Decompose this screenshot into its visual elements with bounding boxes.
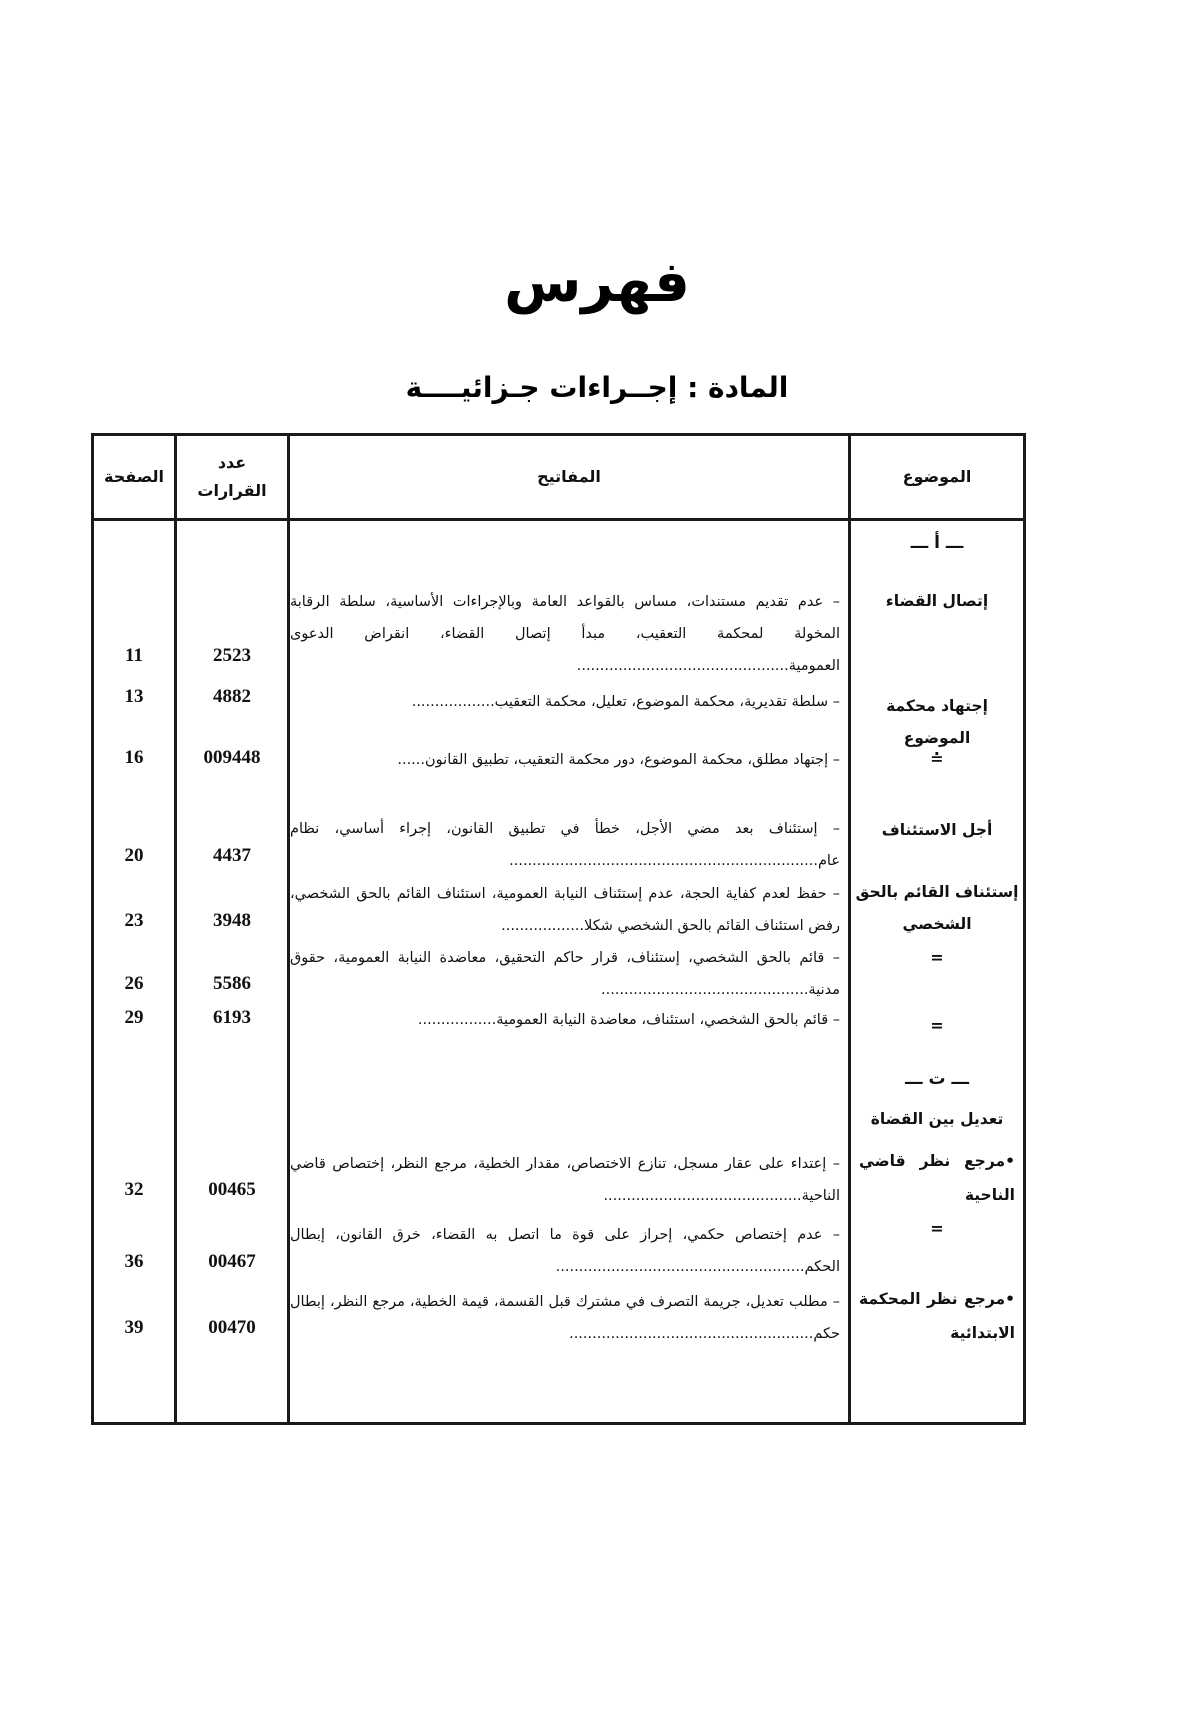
header-decisions-count — [177, 436, 287, 518]
row-decision-number: 00467 — [208, 1251, 256, 1272]
row-keys: – قائم بالحق الشخصي، إستئناف، قرار حاكم التحقيق، معاضدة النيابة العمومية، حقوق مدنية............................................. — [290, 950, 840, 998]
section-letter-ta: ـــ ت ـــ — [905, 1069, 969, 1089]
row-page-number: 20 — [124, 845, 144, 866]
row-decision-number: 4882 — [213, 686, 251, 707]
row-decision-number: 3948 — [213, 910, 251, 931]
row-decision-number: 00465 — [208, 1179, 256, 1200]
row-keys: – إعتداء على عقار مسجل، تنازع الاختصاص، مقدار الخطية، مرجع النظر، إختصاص قاضي الناحية........................................... — [290, 1156, 840, 1204]
header-decisions-count-line2: القرارات — [197, 481, 267, 500]
header-decisions-count-line1: عدد — [217, 453, 247, 472]
header-subject: الموضوع — [902, 467, 972, 486]
row-decision-number: 6193 — [213, 1007, 251, 1028]
row-subject-heading: تعديل بين القضاة — [870, 1110, 1004, 1128]
row-subject: إتصال القضاء — [885, 592, 989, 610]
row-page-number: 36 — [124, 1251, 144, 1272]
row-page-number: 39 — [124, 1317, 144, 1338]
row-keys: – سلطة تقديرية، محكمة الموضوع، تعليل، محكمة التعقيب.................. — [411, 694, 840, 710]
header-divider — [94, 518, 1023, 521]
row-decision-number: 00470 — [208, 1317, 256, 1338]
row-keys: – حفظ لعدم كفاية الحجة، عدم إستئناف النيابة العمومية، استئناف القائم بالحق الشخصي، رفض استئناف القائم بالحق الشخصي شكلا.................. — [290, 886, 840, 934]
row-decision-number: 5586 — [213, 973, 251, 994]
row-keys: – عدم إختصاص حكمي، إحراز على قوة ما اتصل به القضاء، خرق القانون، إبطال الحكم...................................................... — [290, 1227, 840, 1275]
row-subject-ditto: = — [930, 1219, 944, 1238]
row-subject-ditto: = — [930, 1016, 944, 1035]
subject-subtitle: المادة : إجــراءات جـزائيــــة — [405, 371, 789, 404]
row-keys: – إستئناف بعد مضي الأجل، خطأ في تطبيق القانون، إجراء أساسي، نظام عام................................................................... — [290, 821, 840, 869]
row-decision-number: 009448 — [203, 747, 261, 768]
row-subject: •مرجع نظر قاضي الناحية — [859, 1152, 1015, 1204]
row-subject: إجتهاد محكمة الموضوع — [886, 697, 988, 747]
row-subject: أجل الاستئناف — [881, 821, 993, 839]
row-page-number: 26 — [124, 973, 144, 994]
row-keys: – إجتهاد مطلق، محكمة الموضوع، دور محكمة التعقيب، تطبيق القانون...... — [397, 752, 840, 768]
row-subject-ditto: = — [930, 948, 944, 967]
row-subject: إستئناف القائم بالحق الشخصي — [855, 883, 1019, 933]
row-page-number: 32 — [124, 1179, 144, 1200]
page-title: فهرس — [504, 250, 690, 315]
index-table — [91, 433, 1026, 1425]
row-keys: – مطلب تعديل، جريمة التصرف في مشترك قبل القسمة، قيمة الخطية، مرجع النظر، إبطال حكم..................................................... — [290, 1294, 840, 1342]
row-page-number: 23 — [124, 910, 144, 931]
row-keys: – قائم بالحق الشخصي، استئناف، معاضدة النيابة العمومية................. — [417, 1012, 840, 1028]
row-subject-ditto: ≐ — [930, 749, 944, 768]
row-decision-number: 4437 — [213, 845, 251, 866]
row-subject: •مرجع نظر المحكمة الابتدائية — [859, 1290, 1015, 1342]
row-page-number: 16 — [124, 747, 144, 768]
header-page: الصفحة — [104, 467, 165, 486]
row-keys: – عدم تقديم مستندات، مساس بالقواعد العامة وبالإجراءات الأساسية، سلطة الرقابة المخولة لمحكمة التعقيب، مبدأ إتصال القضاء، انقراض الدعوى العمومية.............................................. — [290, 594, 840, 674]
header-keys: المفاتيح — [537, 467, 601, 486]
section-letter-alef: ـــ أ ـــ — [910, 533, 964, 553]
row-page-number: 29 — [124, 1007, 144, 1028]
row-decision-number: 2523 — [213, 645, 251, 666]
row-page-number: 11 — [125, 645, 143, 666]
row-page-number: 13 — [124, 686, 144, 707]
